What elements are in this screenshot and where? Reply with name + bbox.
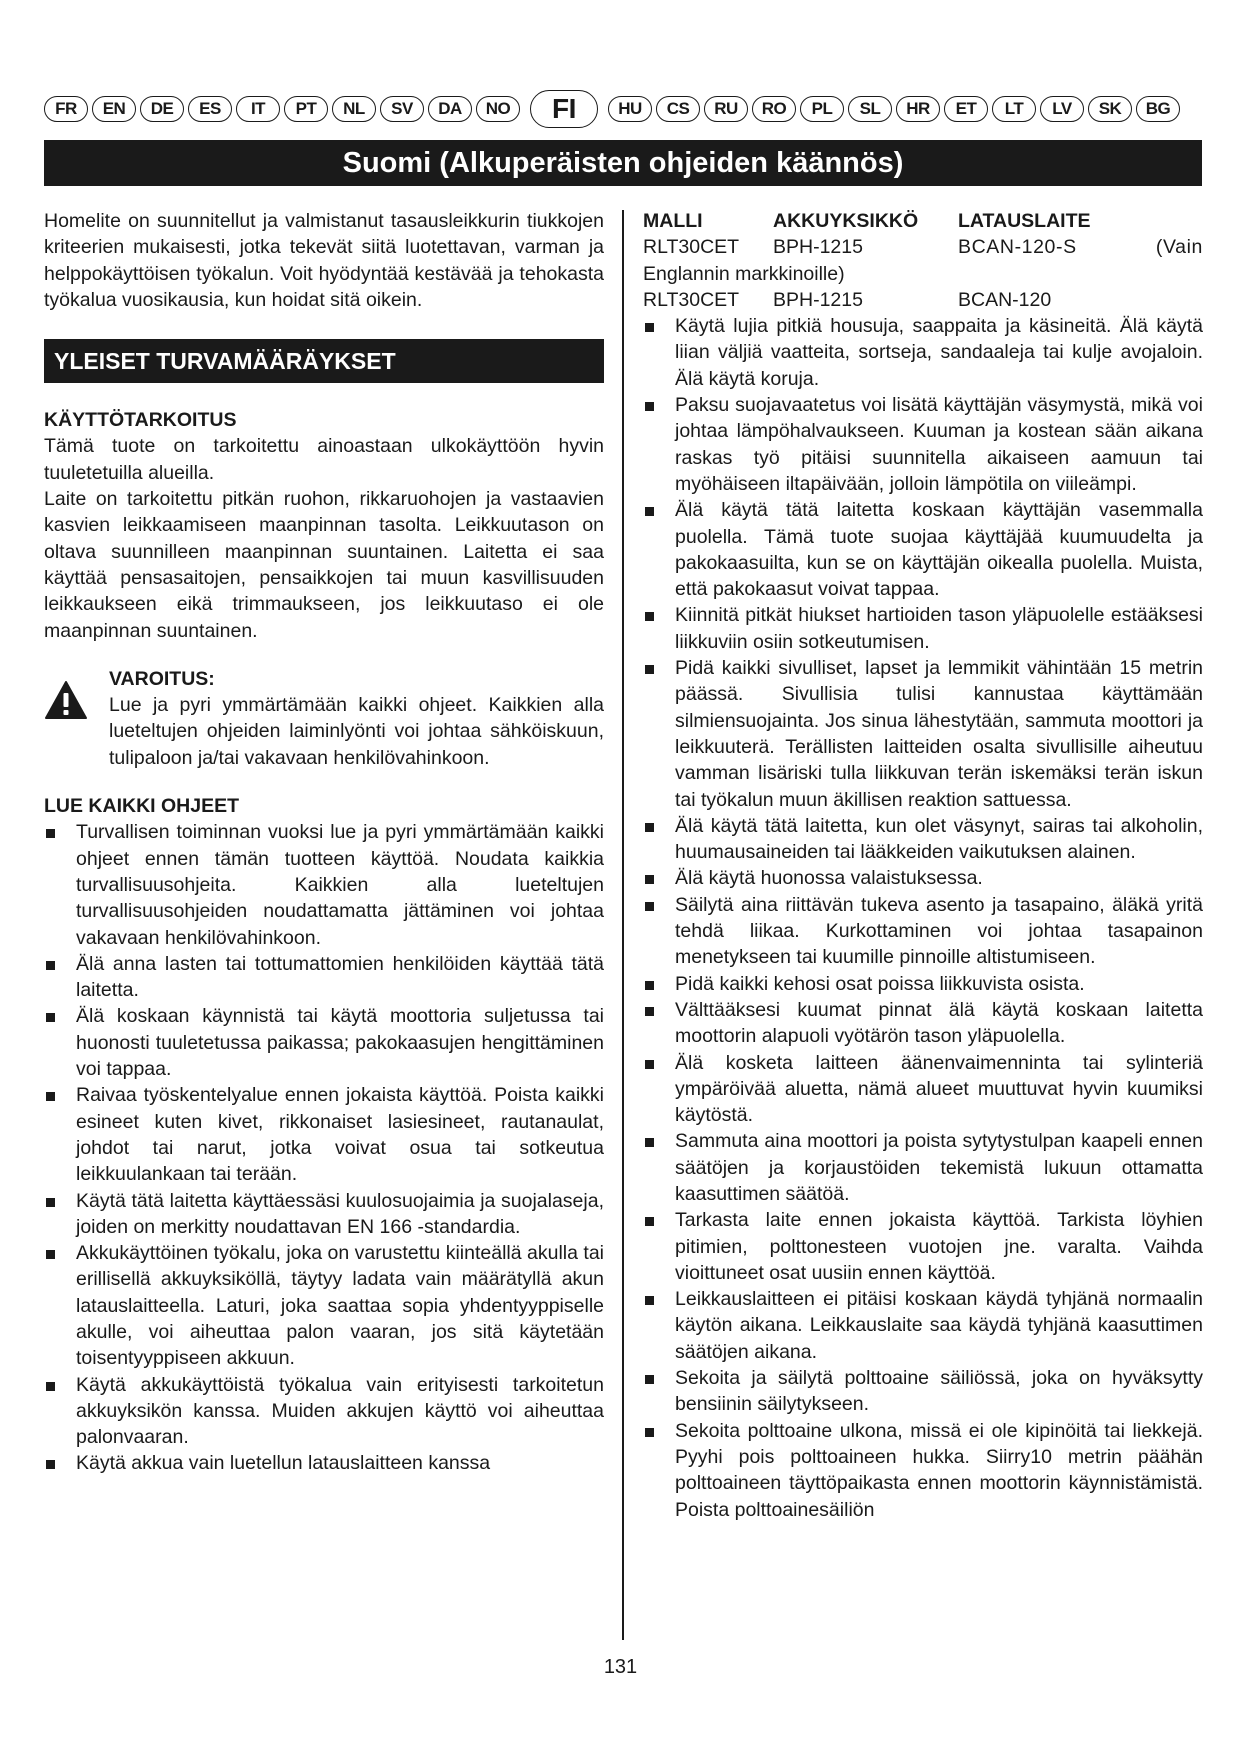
language-tab-en: EN xyxy=(92,96,136,122)
language-tab-de: DE xyxy=(140,96,184,122)
bullet-icon xyxy=(645,823,654,832)
bullet-icon xyxy=(46,1250,55,1259)
column-divider xyxy=(622,210,624,1640)
language-tab-ru: RU xyxy=(704,96,748,122)
bullet-icon xyxy=(46,1013,55,1022)
list-item: Sammuta aina moottori ja poista sytytystulpan kaapeli ennen säätöjen ja korjaustöiden tekemistä lukuun ottamatta kaasuttimen säätöä. xyxy=(643,1128,1203,1207)
language-tab-pl: PL xyxy=(800,96,844,122)
bullet-icon xyxy=(645,1217,654,1226)
list-item: Säilytä aina riittävän tukeva asento ja tasapaino, äläkä yritä tehdä liikaa. Kurkottaminen voi johtaa tasapainon menetykseen tai kuumille pinnoille altistumiseen. xyxy=(643,892,1203,971)
list-item: Pidä kaikki sivulliset, lapset ja lemmikit vähintään 15 metrin päässä. Sivullisia tulisi kannustaa käyttämään silmiensuojainta. Jos sinua lähestytään, sammuta moottori ja leikkuuterä. Terällisten laitteiden osalta sivullisille aiheutuu vamman lisäriski tulla liikkuvan terän iskemäksi terän iskun tai työkalun muun äkillisen reaktion sattuessa. xyxy=(643,655,1203,813)
bullet-icon xyxy=(46,961,55,970)
spec-header-battery: AKKUYKSIKKÖ xyxy=(773,210,919,232)
warning-text: Lue ja pyri ymmärtämään kaikki ohjeet. Kaikkien alla lueteltujen ohjeiden laiminlyönti voi johtaa sähköiskuun, tulipaloon ja/tai vakavaan henkilövahinkoon. xyxy=(109,694,604,769)
language-tab-no: NO xyxy=(476,96,520,122)
language-tab-lv: LV xyxy=(1040,96,1084,122)
list-item: Älä käytä tätä laitetta koskaan käyttäjän vasemmalla puolella. Tämä tuote suojaa käyttäjää kuumuudelta ja pakokaasuilta, kun se on käyttäjän oikealla puolella. Muista, että pakokaasut voivat tappaa. xyxy=(643,497,1203,602)
spec-header-model: MALLI xyxy=(643,210,703,232)
read-all-heading: LUE KAIKKI OHJEET xyxy=(44,795,240,818)
bullet-icon xyxy=(645,902,654,911)
language-tab-sv: SV xyxy=(380,96,424,122)
list-item: Sekoita ja säilytä polttoaine säiliössä, joka on hyväksytty bensiinin säilytykseen. xyxy=(643,1365,1203,1418)
intended-use-p1: Tämä tuote on tarkoitettu ainoastaan ulkokäyttöön hyvin tuuletetuilla alueilla. xyxy=(44,435,604,484)
bullet-icon xyxy=(645,665,654,674)
bullet-icon xyxy=(46,1382,55,1391)
bullet-icon xyxy=(645,1138,654,1147)
language-tab-nl: NL xyxy=(332,96,376,122)
list-item: Käytä akkua vain luetellun latauslaitteen kanssa xyxy=(44,1450,604,1476)
left-column xyxy=(44,208,604,1477)
page-title: Suomi (Alkuperäisten ohjeiden käännös) xyxy=(44,140,1202,186)
right-column xyxy=(643,208,1203,1523)
language-tab-bg: BG xyxy=(1136,96,1180,122)
bullet-icon xyxy=(46,829,55,838)
bullet-icon xyxy=(46,1460,55,1469)
list-item: Akkukäyttöinen työkalu, joka on varustettu kiinteällä akulla tai erillisellä akkuyksiköllä, täytyy ladata vain määrätyllä akun latauslaitteella. Laturi, joka saattaa sopia yhdentyyppiselle akulle, voi aiheuttaa palon vaaran, jos sitä käytetään toisentyyppiseen akkuun. xyxy=(44,1240,604,1371)
list-item: Käytä tätä laitetta käyttäessäsi kuulosuojaimia ja suojalaseja, joiden on merkitty noudattavan EN 166 -standardia. xyxy=(44,1188,604,1241)
language-tab-lt: LT xyxy=(992,96,1036,122)
bullet-icon xyxy=(645,612,654,621)
spec-header-charger: LATAUSLAITE xyxy=(958,210,1091,232)
bullet-icon xyxy=(645,1007,654,1016)
bullet-icon xyxy=(645,507,654,516)
spec-table xyxy=(643,208,1203,313)
spec-cell: BPH-1215 xyxy=(773,288,863,311)
spec-cell: BPH-1215 xyxy=(773,236,863,259)
list-item: Älä koskaan käynnistä tai käytä moottoria suljetussa tai huonosti tuuletetussa paikassa; pakokaasujen hengittäminen voi tappaa. xyxy=(44,1003,604,1082)
list-item: Välttääksesi kuumat pinnat älä käytä koskaan laitetta moottorin alapuoli vyötärön tason yläpuolella. xyxy=(643,997,1203,1050)
list-item: Sekoita polttoaine ulkona, missä ei ole kipinöitä tai liekkejä. Pyyhi pois polttoaineen hukka. Siirry10 metrin päähän polttoaineen täyttöpaikasta ennen moottorin käynnistämistä. Poista polttoainesäiliön xyxy=(643,1418,1203,1523)
language-tab-da: DA xyxy=(428,96,472,122)
language-tab-fi-active: FI xyxy=(530,90,598,128)
list-item: Älä käytä huonossa valaistuksessa. xyxy=(643,865,1203,891)
language-tab-pt: PT xyxy=(284,96,328,122)
language-tab-et: ET xyxy=(944,96,988,122)
warning-triangle-icon xyxy=(44,680,88,720)
spec-cell: BCAN-120 xyxy=(958,288,1052,311)
language-tab-fr: FR xyxy=(44,96,88,122)
bullet-icon xyxy=(645,1060,654,1069)
bullet-icon xyxy=(645,1296,654,1305)
language-tabs xyxy=(44,94,1202,124)
language-tab-ro: RO xyxy=(752,96,796,122)
list-item: Paksu suojavaatetus voi lisätä käyttäjän väsymystä, mikä voi johtaa lämpöhalvaukseen. Kuuman ja kostean sään aikana raskas työ pitäisi suunnitella aikaiseen aamuun tai myöhäiseen iltapäivään, jolloin lämpötila on viileämpi. xyxy=(643,392,1203,497)
language-tab-hu: HU xyxy=(608,96,652,122)
language-tab-hr: HR xyxy=(896,96,940,122)
list-item: Leikkauslaitteen ei pitäisi koskaan käydä tyhjänä normaalin käytön aikana. Leikkauslaite saa käydä tyhjänä kaasuttimen säätöjen aikana. xyxy=(643,1286,1203,1365)
language-tab-sk: SK xyxy=(1088,96,1132,122)
warning-title: VAROITUS: xyxy=(109,667,215,690)
bullet-icon xyxy=(645,981,654,990)
warning-box xyxy=(44,666,604,771)
bullet-icon xyxy=(645,323,654,332)
list-item: Kiinnitä pitkät hiukset hartioiden tason yläpuolelle estääksesi liikkuviin osiin sotkeutumisen. xyxy=(643,602,1203,655)
list-item: Turvallisen toiminnan vuoksi lue ja pyri ymmärtämään kaikki ohjeet ennen tämän tuotteen käyttöä. Noudata kaikkia turvallisuusohjeita. Kaikkien alla lueteltujen turvallisuusohjeiden noudattamatta jättäminen voi johtaa vakavaan henkilövahinkoon. xyxy=(44,819,604,950)
safety-list xyxy=(643,313,1203,1523)
spec-cell-continued: Englannin markkinoille) xyxy=(643,262,845,285)
language-tab-it: IT xyxy=(236,96,280,122)
spec-cell: BCAN-120-S (Vain xyxy=(958,236,1203,259)
list-item: Käytä akkukäyttöistä työkalua vain erityisesti tarkoitetun akkuyksikön kanssa. Muiden akkujen käyttö voi aiheuttaa palonvaaran. xyxy=(44,1372,604,1451)
bullet-icon xyxy=(645,1428,654,1437)
section-title: YLEISET TURVAMÄÄRÄYKSET xyxy=(44,339,604,383)
list-item: Älä kosketa laitteen äänenvaimenninta tai sylinteriä ympäröivää aluetta, nämä alueet muuttuvat hyvin kuumiksi käytöstä. xyxy=(643,1050,1203,1129)
bullet-icon xyxy=(645,1375,654,1384)
bullet-icon xyxy=(645,875,654,884)
list-item: Käytä lujia pitkiä housuja, saappaita ja käsineitä. Älä käytä liian väljiä vaatteita, sortseja, sandaaleja tai kulje avojaloin. Älä käytä koruja. xyxy=(643,313,1203,392)
language-tab-cs: CS xyxy=(656,96,700,122)
read-all-list xyxy=(44,819,604,1476)
spec-cell: RLT30CET xyxy=(643,288,740,311)
list-item: Älä käytä tätä laitetta, kun olet väsynyt, sairas tai alkoholin, huumausaineiden tai lääkkeiden vaikutuksen alainen. xyxy=(643,813,1203,866)
list-item: Tarkasta laite ennen jokaista käyttöä. Tarkista löyhien pitimien, polttonesteen vuotojen jne. varalta. Vaihda vioittuneet osat uusiin ennen käyttöä. xyxy=(643,1207,1203,1286)
list-item: Pidä kaikki kehosi osat poissa liikkuvista osista. xyxy=(643,971,1203,997)
page-number: 131 xyxy=(603,1656,638,1678)
language-tab-es: ES xyxy=(188,96,232,122)
bullet-icon xyxy=(46,1092,55,1101)
spec-cell: RLT30CET xyxy=(643,236,740,259)
bullet-icon xyxy=(46,1198,55,1207)
intro-paragraph: Homelite on suunnitellut ja valmistanut tasausleikkurin tiukkojen kriteerien mukaisesti, jotka tekevät siitä luotettavan, varman ja helppokäyttöisen työkalun. Voit hyödyntää kestävää ja tehokasta työkalua vuosikausia, kun hoidat sitä oikein. xyxy=(44,210,604,311)
intended-use-p2: Laite on tarkoitettu pitkän ruohon, rikkaruohojen ja vastaavien kasvien leikkaamiseen maanpinnan tasolta. Leikkuutason on oltava suunnilleen maanpinnan suuntainen. Laitetta ei saa käyttää pensasaitojen, pensaikkojen tai muun kasvillisuuden leikkaukseen eikä trimmaukseen, jos leikkuutaso ei ole maanpinnan suuntainen. xyxy=(44,488,604,642)
intended-use-heading: KÄYTTÖTARKOITUS xyxy=(44,409,237,432)
language-tab-sl: SL xyxy=(848,96,892,122)
bullet-icon xyxy=(645,402,654,411)
list-item: Raivaa työskentelyalue ennen jokaista käyttöä. Poista kaikki esineet kuten kivet, rikkonaiset lasiesineet, rautanaulat, johdot tai narut, jotka voivat osua tai sotkeutua leikkuulankaan tai terään. xyxy=(44,1082,604,1187)
list-item: Älä anna lasten tai tottumattomien henkilöiden käyttää tätä laitetta. xyxy=(44,951,604,1004)
